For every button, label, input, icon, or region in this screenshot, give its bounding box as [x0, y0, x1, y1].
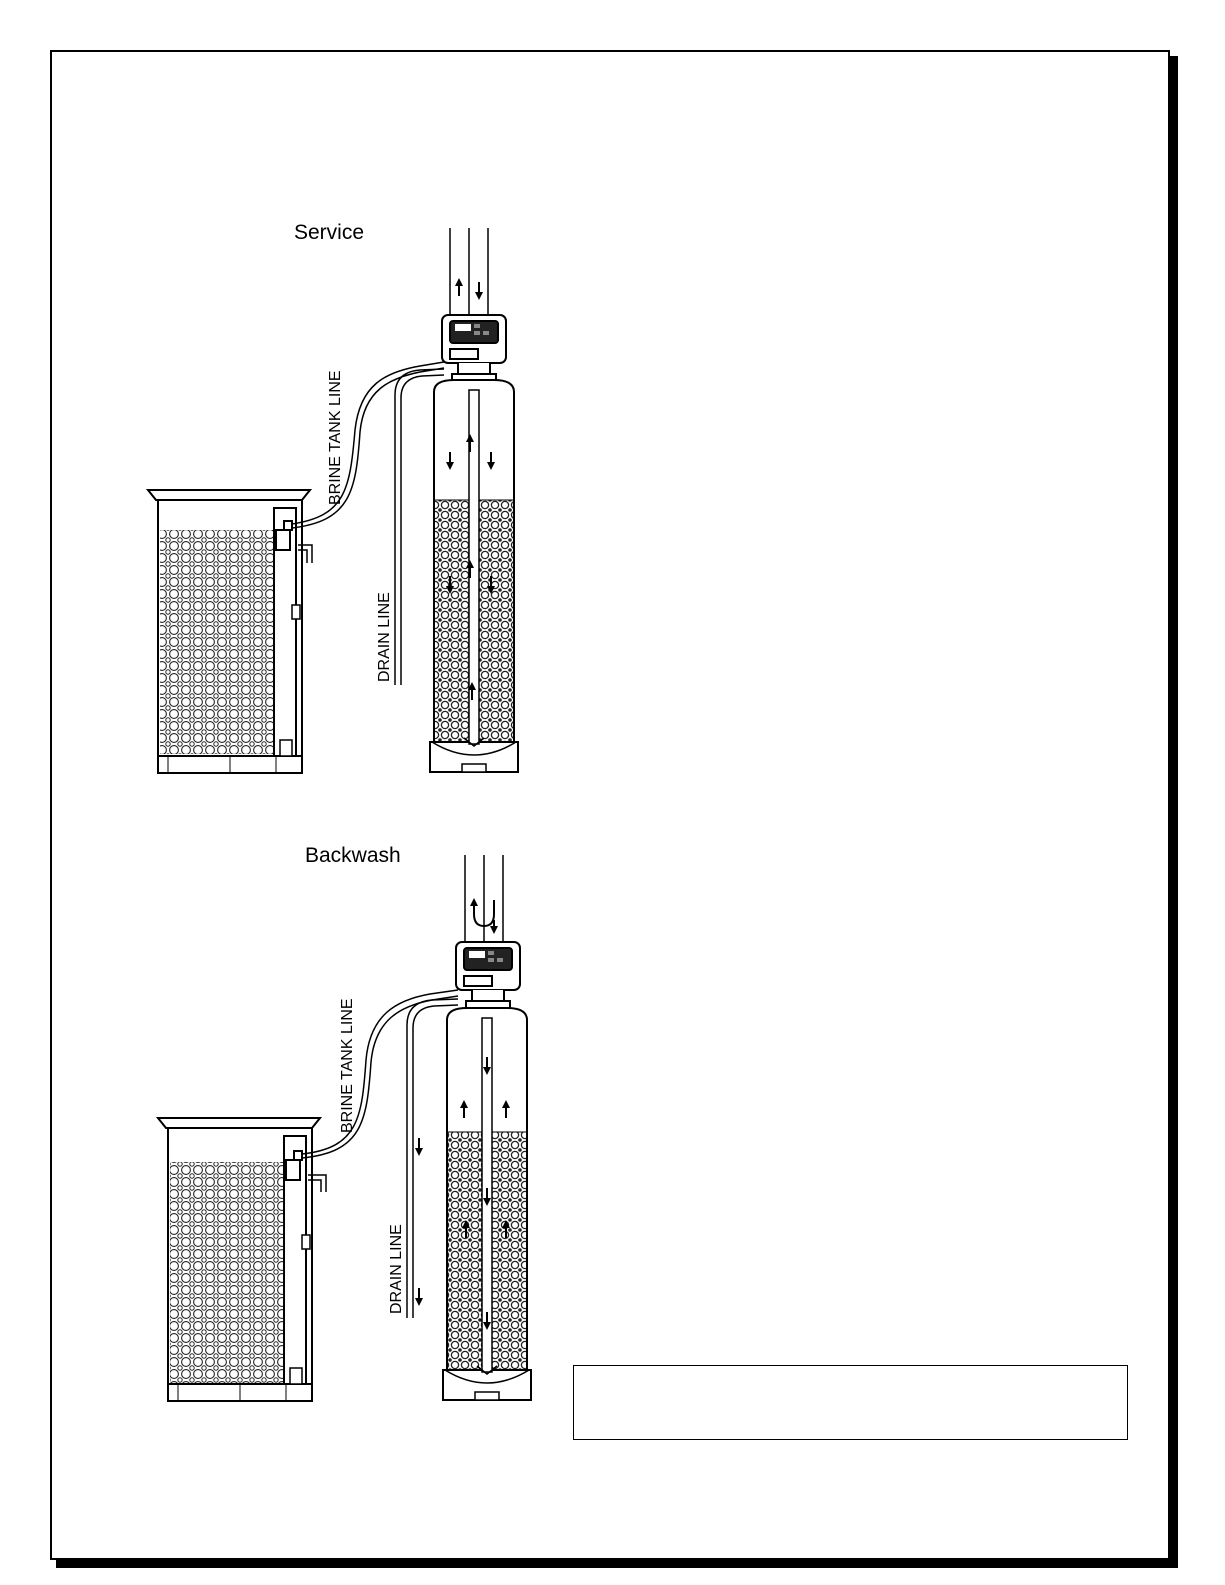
backwash-control-valve	[456, 942, 520, 1009]
service-inlet-pipes	[450, 228, 488, 318]
backwash-title: Backwash	[305, 844, 401, 867]
service-control-valve	[442, 315, 506, 382]
backwash-panel	[158, 855, 531, 1401]
backwash-drain-line-label: DRAIN LINE	[388, 1224, 405, 1314]
service-drain-line-label: DRAIN LINE	[376, 592, 393, 682]
backwash-inlet-pipes	[465, 855, 503, 945]
note-box	[573, 1365, 1128, 1440]
service-title: Service	[294, 221, 365, 244]
backwash-brine-line-tube	[302, 990, 458, 1158]
backwash-brine-tank	[158, 1118, 326, 1401]
service-resin-tank	[430, 380, 518, 772]
service-brine-line-tube	[292, 362, 444, 528]
service-panel	[148, 228, 518, 773]
service-brine-line-label: BRINE TANK LINE	[327, 370, 344, 505]
service-brine-tank	[148, 490, 312, 773]
backwash-brine-line-label: BRINE TANK LINE	[339, 998, 356, 1133]
